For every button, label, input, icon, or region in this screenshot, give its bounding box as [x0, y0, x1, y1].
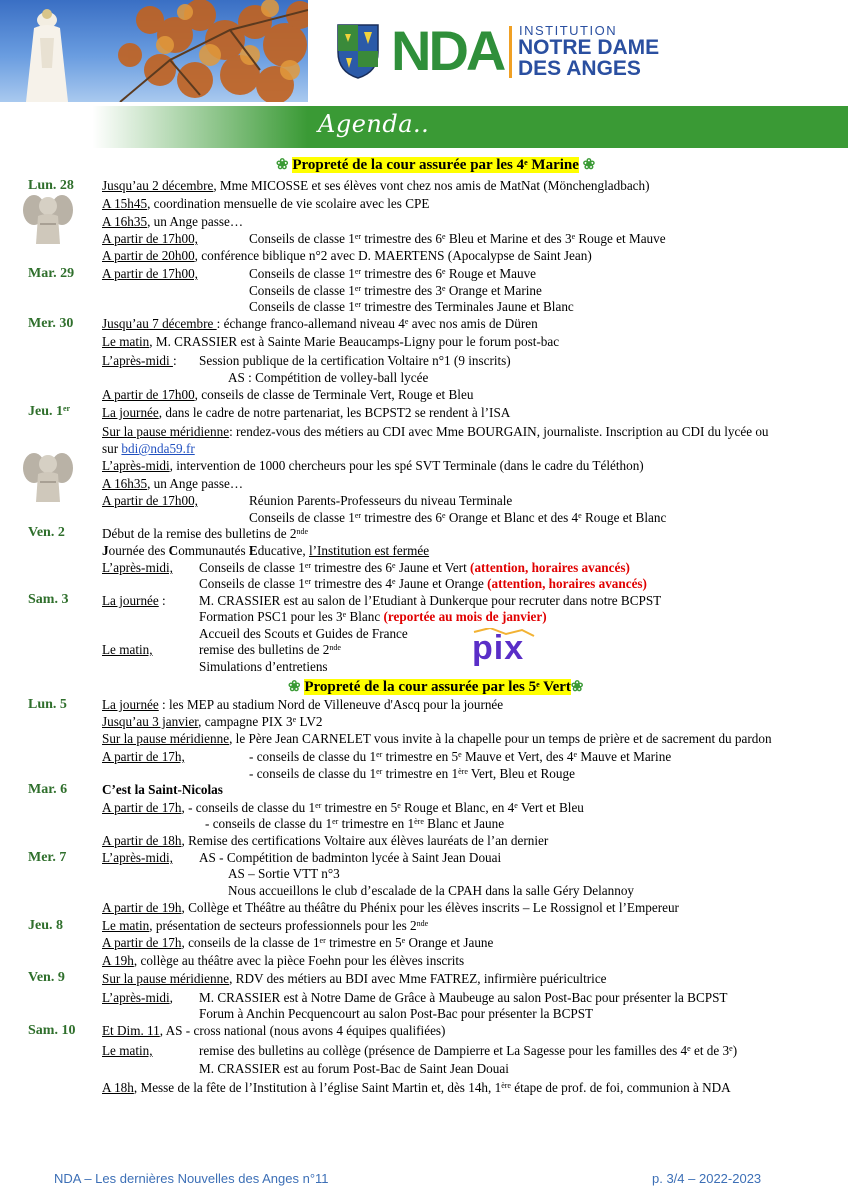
agenda-line: Session publique de la certification Voltaire n°1 (9 inscrits) [199, 353, 511, 368]
banner-text: Propreté de la cour assurée par les 4 [292, 157, 525, 173]
agenda-line: M. CRASSIER est au forum Post-Bac de Saint Jean Douai [199, 1061, 509, 1076]
agenda-line: - conseils de classe du 1er trimestre en 5e Mauve et Vert, des 4e Mauve et Marine [249, 749, 672, 764]
brand-short: NDA [391, 19, 504, 82]
agenda-line: AS - Compétition de badminton lycée à Saint Jean Douai [199, 850, 502, 865]
institution-logo [335, 20, 675, 82]
agenda-line: A partir de 17h00, [102, 266, 198, 281]
agenda-line: Le matin, [102, 642, 153, 657]
banner-text: Marine [527, 157, 579, 173]
agenda-line: L’après-midi, [102, 850, 173, 865]
agenda-line: Conseils de classe 1er trimestre des 6e Bleu et Marine et des 3e Rouge et Mauve [249, 231, 666, 246]
agenda-line: - conseils de classe du 1er trimestre en 1ère Blanc et Jaune [205, 816, 505, 831]
agenda-line: Conseils de classe 1er trimestre des 3e Orange et Marine [249, 283, 542, 298]
banner-cleaning-5e-vert [288, 677, 584, 696]
agenda-line: - conseils de classe du 1er trimestre en 1ère Vert, Bleu et Rouge [249, 766, 575, 781]
banner-text: Vert [539, 679, 571, 695]
logo-divider [509, 26, 512, 78]
agenda-line: sur bdi@nda59.fr [102, 441, 195, 456]
agenda-line: L’après-midi, [102, 990, 173, 1005]
agenda-line: A 16h35, un Ange passe… [102, 214, 244, 229]
agenda-line: Conseils de classe 1er trimestre des Terminales Jaune et Blanc [249, 299, 574, 314]
agenda-line: A partir de 20h00, conférence biblique n°2 avec D. MAERTENS (Apocalypse de Saint Jean) [102, 248, 592, 263]
agenda-line: Et Dim. 11, AS - cross national (nous avons 4 équipes qualifiées) [102, 1023, 446, 1038]
agenda-line: Conseils de classe 1er trimestre des 6e Jaune et Vert (attention, horaires avancés) [199, 560, 630, 575]
agenda-line: AS – Sortie VTT n°3 [228, 866, 340, 881]
banner-text: Propreté de la cour assurée par les 5 [304, 679, 537, 695]
day-label: Lun. 28 [28, 178, 74, 193]
agenda-line: Formation PSC1 pour les 3e Blanc (reportée au mois de janvier) [199, 609, 547, 624]
brand-line3: DES ANGES [518, 57, 641, 80]
agenda-line: Réunion Parents-Professeurs du niveau Terminale [249, 493, 513, 508]
agenda-line: Le matin, présentation de secteurs professionnels pour les 2nde [102, 918, 429, 933]
agenda-line: C’est la Saint-Nicolas [102, 782, 223, 797]
day-label: Ven. 9 [28, 970, 65, 985]
agenda-line: A partir de 17h00, conseils de classe de Terminale Vert, Rouge et Bleu [102, 387, 474, 402]
flower-icon: ❀ [288, 679, 301, 695]
banner-cleaning-4e-marine [276, 155, 595, 174]
agenda-line: La journée : les MEP au stadium Nord de Villeneuve d'Ascq pour la journée [102, 697, 504, 712]
agenda-line: A 18h, Messe de la fête de l’Institution à l’église Saint Martin et, dès 14h, 1ère étape de prof. de foi, communion à NDA [102, 1080, 731, 1095]
angel-icon [22, 446, 74, 504]
agenda-line: Simulations d’entretiens [199, 659, 328, 674]
footer-left: NDA – Les dernières Nouvelles des Anges n°11 [54, 1171, 329, 1186]
sup: e [524, 158, 528, 167]
agenda-line: L’après-midi, [102, 560, 173, 575]
agenda-line: A 15h45, coordination mensuelle de vie scolaire avec les CPE [102, 196, 430, 211]
agenda-line: remise des bulletins de 2nde [199, 642, 341, 657]
agenda-line: Sur la pause méridienne, RDV des métiers au BDI avec Mme FATREZ, infirmière puéricultrice [102, 971, 607, 986]
flower-icon: ❀ [570, 679, 584, 695]
agenda-line: A 16h35, un Ange passe… [102, 476, 244, 491]
crest-icon [335, 22, 381, 80]
day-label: Mar. 29 [28, 266, 75, 281]
agenda-line: Conseils de classe 1er trimestre des 6e Rouge et Mauve [249, 266, 537, 281]
day-label: Lun. 5 [28, 697, 67, 712]
agenda-line: Conseils de classe 1er trimestre des 6e Orange et Blanc et des 4e Rouge et Blanc [249, 510, 667, 525]
agenda-line: L’après-midi : [102, 353, 177, 368]
agenda-line: La journée : [102, 593, 166, 608]
sup: e [536, 680, 540, 689]
day-label: Jeu. 1er [28, 404, 71, 419]
agenda-line: Début de la remise des bulletins de 2nde [102, 526, 309, 541]
agenda-line: Le matin, [102, 1043, 153, 1058]
agenda-line: A partir de 18h, Remise des certifications Voltaire aux élèves lauréats de l’an dernier [102, 833, 549, 848]
agenda-line: AS : Compétition de volley-ball lycée [228, 370, 429, 385]
flower-icon: ❀ [582, 157, 596, 173]
agenda-line: A partir de 17h00, [102, 231, 198, 246]
day-label: Sam. 10 [28, 1023, 76, 1038]
agenda-line: M. CRASSIER est au salon de l’Etudiant à Dunkerque pour recruter dans notre BCPST [199, 593, 662, 608]
agenda-line: Jusqu’au 7 décembre : échange franco-allemand niveau 4e avec nos amis de Düren [102, 316, 538, 331]
header-photo [0, 0, 308, 102]
angel-icon [22, 188, 74, 246]
email-link[interactable]: bdi@nda59.fr [121, 441, 195, 456]
agenda-line: Sur la pause méridienne, le Père Jean CARNELET vous invite à la chapelle pour un temps de prière et de sacrement du pardon [102, 731, 772, 746]
agenda-line: Nous accueillons le club d’escalade de la CPAH dans la salle Géry Delannoy [228, 883, 635, 898]
flower-icon: ❀ [276, 157, 289, 173]
agenda-line: Jusqu’au 2 décembre, Mme MICOSSE et ses élèves vont chez nos amis de MatNat (Mönchengladbach) [102, 178, 650, 193]
agenda-title: Agenda.. [318, 110, 430, 138]
agenda-line: Journée des Communautés Educative, l’Institution est fermée [102, 543, 430, 558]
agenda-line: A partir de 19h, Collège et Théâtre au théâtre du Phénix pour les élèves inscrits – Le Rossignol et l’Empereur [102, 900, 679, 915]
agenda-line: A partir de 17h00, [102, 493, 198, 508]
pix-text: pix [472, 629, 525, 667]
agenda-line: M. CRASSIER est à Notre Dame de Grâce à Maubeuge au salon Post-Bac pour présenter la BCPST [199, 990, 728, 1005]
agenda-line: A partir de 17h, conseils de la classe de 1er trimestre en 5e Orange et Jaune [102, 935, 494, 950]
agenda-line: A partir de 17h, [102, 749, 185, 764]
agenda-line: Sur la pause méridienne: rendez-vous des métiers au CDI avec Mme BOURGAIN, journaliste. Inscription au CDI du lycée ou [102, 424, 769, 439]
day-label: Mar. 6 [28, 782, 68, 797]
day-label: Sam. 3 [28, 592, 69, 607]
brand-line2: NOTRE DAME [518, 36, 660, 59]
day-label: Ven. 2 [28, 525, 65, 540]
day-label: Jeu. 8 [28, 918, 63, 933]
agenda-line: Conseils de classe 1er trimestre des 4e Jaune et Orange (attention, horaires avancés) [199, 576, 647, 591]
agenda-line: remise des bulletins au collège (présence de Dampierre et La Sagesse pour les familles des 4e et de 3e) [199, 1043, 738, 1058]
day-label: Mer. 7 [28, 850, 67, 865]
agenda-line: A 19h, collège au théâtre avec la pièce Foehn pour les élèves inscrits [102, 953, 465, 968]
day-label: Mer. 30 [28, 316, 74, 331]
pix-logo [470, 628, 536, 668]
agenda-line: Jusqu’au 3 janvier, campagne PIX 3e LV2 [102, 714, 323, 729]
agenda-line: Le matin, M. CRASSIER est à Sainte Marie Beaucamps-Ligny pour le forum post-bac [102, 334, 560, 349]
agenda-line: Accueil des Scouts et Guides de France [199, 626, 408, 641]
statue-icon [18, 8, 76, 102]
agenda-line: L’après-midi, intervention de 1000 chercheurs pour les spé SVT Terminale (dans le cadre du Téléthon) [102, 458, 644, 473]
agenda-line: La journée, dans le cadre de notre partenariat, les BCPST2 se rendent à l’ISA [102, 405, 511, 420]
footer-page: p. 3/4 – 2022-2023 [652, 1171, 762, 1186]
brand-line1: INSTITUTION [519, 23, 618, 38]
agenda-line: A partir de 17h, - conseils de classe du 1er trimestre en 5e Rouge et Blanc, en 4e Vert et Bleu [102, 800, 584, 815]
agenda-line: Forum à Anchin Pecquencourt au salon Post-Bac pour présenter la BCPST [199, 1006, 594, 1021]
